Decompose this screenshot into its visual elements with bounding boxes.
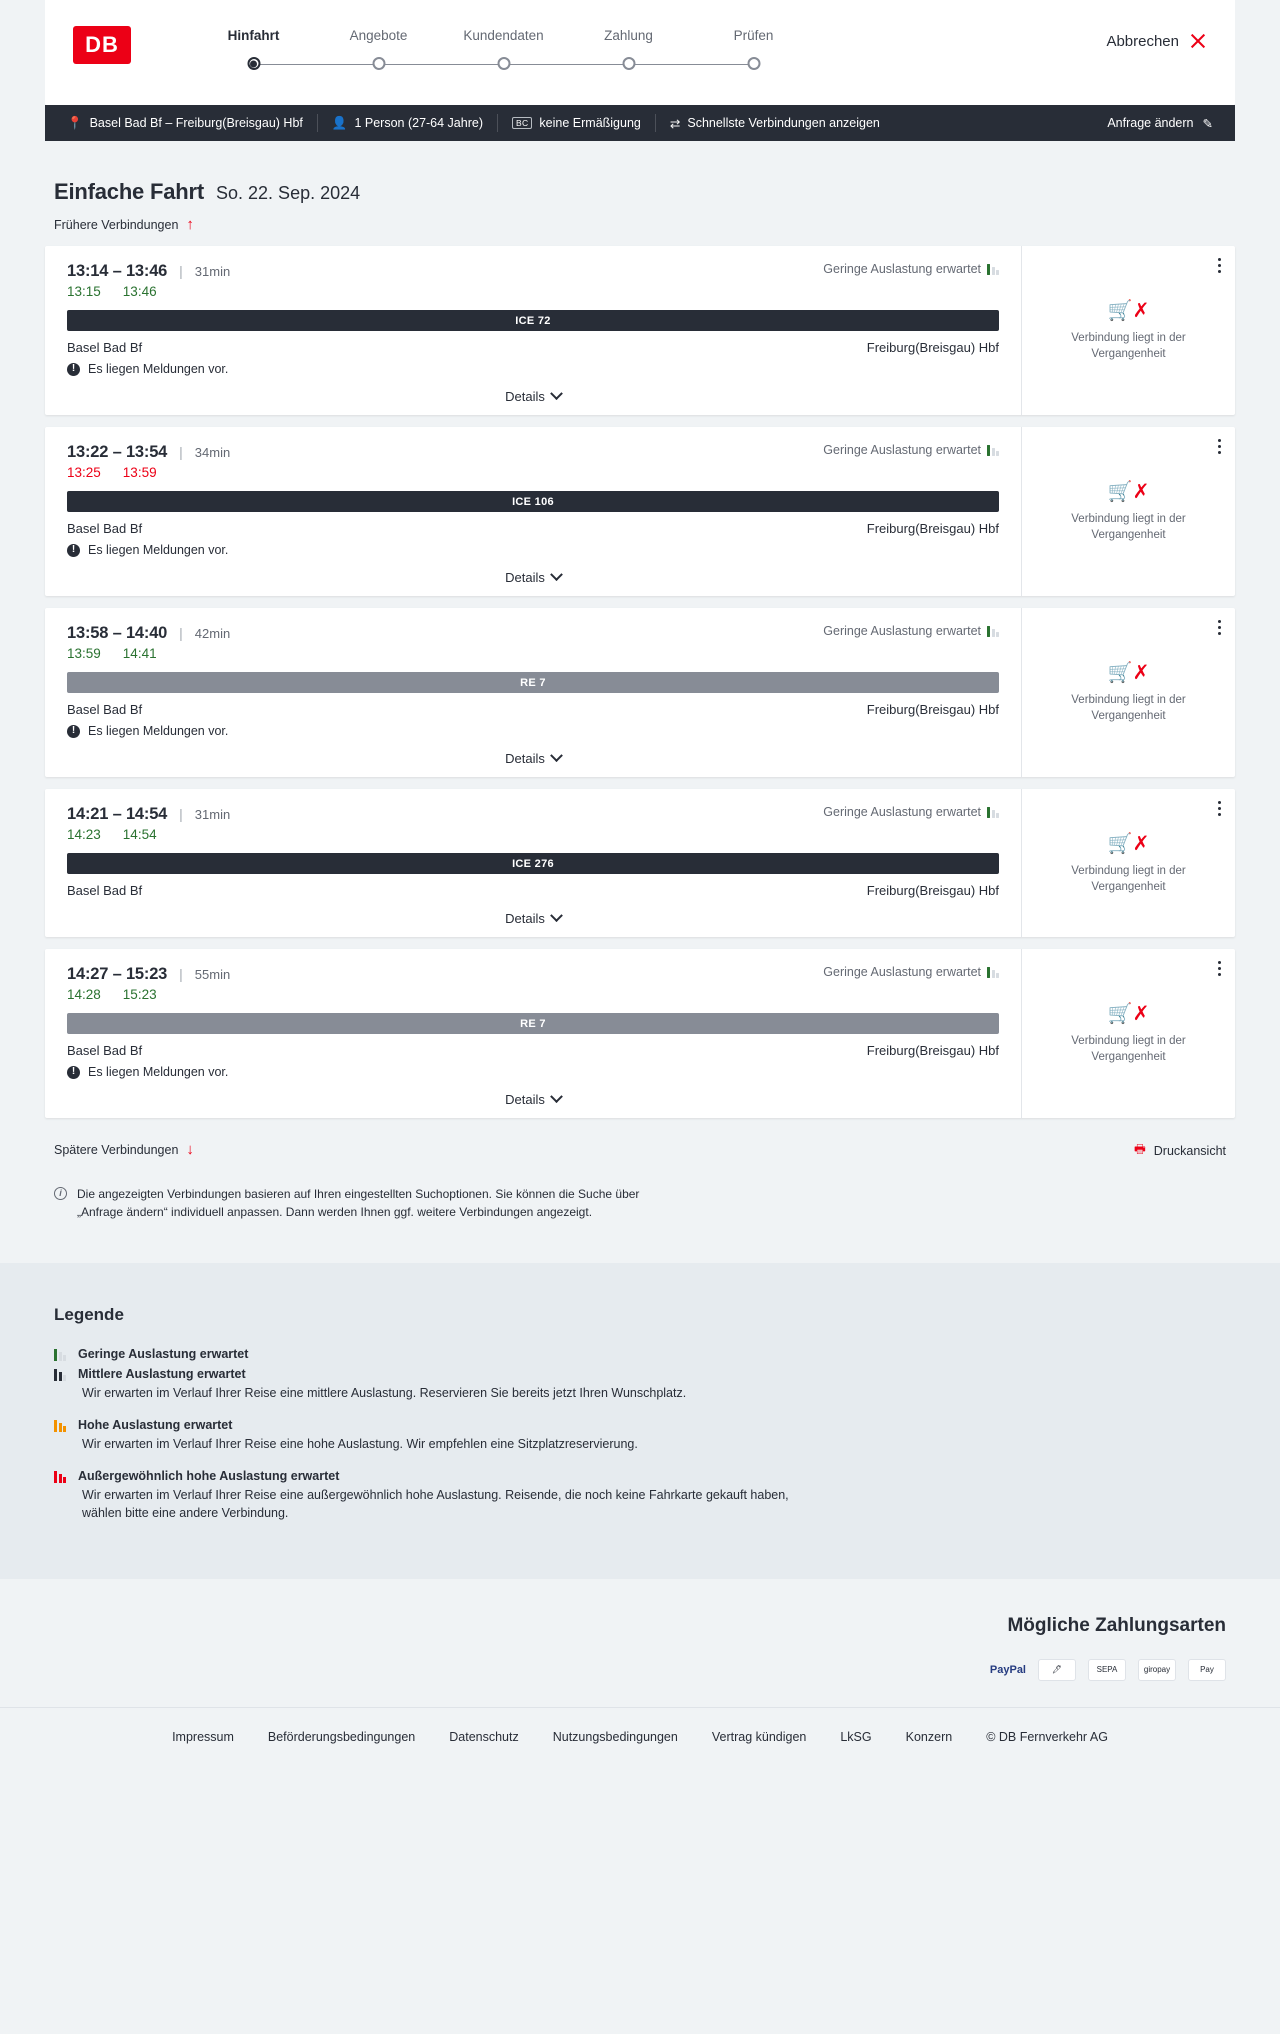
step-prüfen[interactable] xyxy=(691,28,816,79)
legend-section xyxy=(0,1263,1280,1579)
connection-card[interactable] xyxy=(45,246,1235,415)
more-options-button[interactable] xyxy=(1218,258,1221,276)
legend-item xyxy=(54,1367,1235,1402)
divider xyxy=(497,114,498,132)
connection-messages-label: Es liegen Meldungen vor. xyxy=(88,1065,229,1079)
connection-time-range: 13:14 – 13:46 xyxy=(67,262,168,280)
more-options-button[interactable] xyxy=(1218,801,1221,819)
query-passengers[interactable] xyxy=(332,116,495,131)
connection-main xyxy=(45,789,1021,937)
connection-duration: 31min xyxy=(194,807,231,822)
departure-actual-time: 13:25 xyxy=(67,465,101,480)
page-title xyxy=(54,179,1235,205)
arrival-actual-time: 14:41 xyxy=(122,646,157,661)
occupancy-indicator xyxy=(823,262,999,276)
connection-side xyxy=(1021,789,1235,937)
arrival-actual-time: 14:54 xyxy=(122,827,157,842)
list-footer xyxy=(45,1130,1235,1171)
details-toggle[interactable] xyxy=(67,911,999,929)
connection-realtime-row xyxy=(67,987,999,1002)
connection-realtime-row xyxy=(67,827,999,842)
step-dot xyxy=(372,57,385,70)
warning-icon: ! xyxy=(67,1066,80,1079)
print-view-label: Druckansicht xyxy=(1153,1143,1226,1158)
arrival-station: Freiburg(Breisgau) Hbf xyxy=(866,1043,999,1058)
divider xyxy=(655,114,656,132)
occupancy-label: Geringe Auslastung erwartet xyxy=(823,262,981,276)
step-label: Hinfahrt xyxy=(227,28,280,43)
printer-icon: 🖶 xyxy=(1133,1142,1146,1156)
change-request-label: Anfrage ändern xyxy=(1107,116,1194,130)
legend-item xyxy=(54,1418,1235,1453)
cart-disabled-icon: 🛒✗ xyxy=(1107,832,1150,855)
query-route-label: Basel Bad Bf – Freiburg(Breisgau) Hbf xyxy=(89,116,303,130)
legend-item xyxy=(54,1469,1235,1522)
step-dot xyxy=(497,57,510,70)
chevron-down-icon xyxy=(550,749,563,762)
cart-disabled-icon: 🛒✗ xyxy=(1107,662,1150,685)
step-dot xyxy=(747,57,760,70)
connection-card[interactable] xyxy=(45,608,1235,777)
connection-main xyxy=(45,608,1021,777)
query-discount[interactable] xyxy=(512,116,653,130)
footer-link[interactable]: LkSG xyxy=(840,1729,872,1744)
connection-main xyxy=(45,427,1021,596)
apple-pay-icon: Pay xyxy=(1188,1659,1226,1681)
departure-station: Basel Bad Bf xyxy=(67,340,143,355)
legend-title: Legende xyxy=(54,1305,124,1324)
step-label: Prüfen xyxy=(733,28,774,43)
connection-card[interactable] xyxy=(45,427,1235,596)
arrival-actual-time: 13:59 xyxy=(122,465,157,480)
footer-link[interactable]: Vertrag kündigen xyxy=(711,1729,807,1744)
connection-messages-label: Es liegen Meldungen vor. xyxy=(88,724,229,738)
legend-item-label: Außergewöhnlich hohe Auslastung erwartet xyxy=(78,1469,340,1484)
legend-item-desc: Wir erwarten im Verlauf Ihrer Reise eine mittlere Auslastung. Reservieren Sie bereits jetzt Ihren Wunschplatz. xyxy=(82,1386,687,1400)
occupancy-bars-icon xyxy=(987,263,999,275)
arrival-station: Freiburg(Breisgau) Hbf xyxy=(866,340,999,355)
query-sort-label: Schnellste Verbindungen anzeigen xyxy=(687,116,880,130)
giropay-icon: giropay xyxy=(1138,1659,1176,1681)
occupancy-indicator xyxy=(823,805,999,819)
departure-actual-time: 13:59 xyxy=(67,646,101,661)
connection-realtime-row xyxy=(67,465,999,480)
step-indicator xyxy=(316,53,441,79)
query-sort[interactable] xyxy=(670,116,892,131)
legend-item-title xyxy=(54,1418,1235,1432)
print-view-button[interactable] xyxy=(1134,1140,1226,1161)
step-dot xyxy=(247,57,260,70)
divider xyxy=(317,114,318,132)
step-line xyxy=(629,64,754,65)
departure-station: Basel Bad Bf xyxy=(67,883,143,898)
step-line xyxy=(379,64,504,65)
occupancy-label: Geringe Auslastung erwartet xyxy=(823,443,981,457)
footer-link[interactable]: Beförderungsbedingungen xyxy=(267,1729,416,1744)
divider: | xyxy=(179,444,183,460)
occupancy-bars-icon xyxy=(54,1368,68,1381)
later-connections-button[interactable] xyxy=(54,1142,194,1157)
connection-realtime-row xyxy=(67,646,999,661)
legend-item-title xyxy=(54,1367,1235,1381)
train-badge: ICE 72 xyxy=(67,310,999,331)
arrow-up-icon: ↑ xyxy=(186,216,194,233)
occupancy-bars-icon xyxy=(987,625,999,637)
page-title-text: Einfache Fahrt xyxy=(54,179,205,204)
page-title-date: So. 22. Sep. 2024 xyxy=(216,183,361,203)
connection-duration: 34min xyxy=(194,445,231,460)
arrow-down-icon: ↓ xyxy=(186,1141,194,1158)
close-icon xyxy=(1189,32,1207,50)
booking-stepper xyxy=(191,28,816,79)
footer-link[interactable]: Konzern xyxy=(905,1729,953,1744)
departure-actual-time: 14:23 xyxy=(67,827,101,842)
footer-copyright: © DB Fernverkehr AG xyxy=(986,1729,1108,1744)
connection-side xyxy=(1021,608,1235,777)
connection-time-range: 13:22 – 13:54 xyxy=(67,443,168,461)
connection-messages-label: Es liegen Meldungen vor. xyxy=(88,362,229,376)
arrival-actual-time: 15:23 xyxy=(122,987,157,1002)
warning-icon: ! xyxy=(67,725,80,738)
chevron-down-icon xyxy=(550,387,563,400)
departure-actual-time: 13:15 xyxy=(67,284,101,299)
query-discount-label: keine Ermäßigung xyxy=(539,116,641,130)
occupancy-bars-icon xyxy=(987,966,999,978)
arrival-station: Freiburg(Breisgau) Hbf xyxy=(866,702,999,717)
info-icon: i xyxy=(54,1187,67,1200)
connection-duration: 42min xyxy=(194,626,231,641)
divider: | xyxy=(179,263,183,279)
connection-main xyxy=(45,949,1021,1118)
arrival-station: Freiburg(Breisgau) Hbf xyxy=(866,521,999,536)
connection-realtime-row xyxy=(67,284,999,299)
occupancy-bars-icon xyxy=(54,1419,68,1432)
step-line xyxy=(504,64,629,65)
footer xyxy=(0,1707,1280,1770)
step-dot xyxy=(622,57,635,70)
warning-icon: ! xyxy=(67,544,80,557)
occupancy-label: Geringe Auslastung erwartet xyxy=(823,965,981,979)
connection-stations xyxy=(67,883,999,898)
connection-duration: 31min xyxy=(194,264,231,279)
cart-disabled-icon: 🛒✗ xyxy=(1107,300,1150,323)
chevron-down-icon xyxy=(550,568,563,581)
connection-card[interactable] xyxy=(45,789,1235,937)
connection-messages[interactable] xyxy=(67,724,999,738)
details-label: Details xyxy=(505,751,545,766)
details-toggle[interactable] xyxy=(67,1092,999,1110)
arrival-actual-time: 13:46 xyxy=(122,284,157,299)
past-connection-note: Verbindung liegt in der Vergangenheit xyxy=(1071,864,1186,893)
connection-list xyxy=(45,246,1235,1118)
connection-time-range: 14:21 – 14:54 xyxy=(67,805,168,823)
details-label: Details xyxy=(505,1092,545,1107)
cancel-button[interactable] xyxy=(1106,32,1207,50)
footer-link[interactable]: Datenschutz xyxy=(449,1729,519,1744)
departure-station: Basel Bad Bf xyxy=(67,1043,143,1058)
arrival-station: Freiburg(Breisgau) Hbf xyxy=(866,883,999,898)
step-indicator xyxy=(691,53,816,79)
legend-item xyxy=(54,1347,1235,1361)
train-badge: RE 7 xyxy=(67,672,999,693)
connection-card[interactable] xyxy=(45,949,1235,1118)
details-label: Details xyxy=(505,911,545,926)
step-indicator xyxy=(441,53,566,79)
details-toggle[interactable] xyxy=(67,751,999,769)
more-options-button[interactable] xyxy=(1218,961,1221,979)
details-toggle[interactable] xyxy=(67,570,999,588)
step-hinfahrt[interactable] xyxy=(191,28,316,79)
paypal-icon: PayPal xyxy=(989,1663,1026,1676)
footer-link[interactable]: Nutzungsbedingungen xyxy=(552,1729,678,1744)
step-label: Zahlung xyxy=(604,28,653,43)
legend-list xyxy=(45,1347,1235,1523)
details-toggle[interactable] xyxy=(67,389,999,407)
later-connections-label: Spätere Verbindungen xyxy=(54,1142,179,1157)
past-connection-note: Verbindung liegt in der Vergangenheit xyxy=(1071,694,1186,722)
step-angebote[interactable] xyxy=(316,28,441,79)
sepa-icon: SEPA xyxy=(1088,1659,1126,1681)
connection-messages[interactable] xyxy=(67,1065,999,1079)
step-label: Kundendaten xyxy=(463,28,544,43)
legend-item-label: Geringe Auslastung erwartet xyxy=(78,1347,249,1361)
chevron-down-icon xyxy=(550,1090,563,1103)
train-badge: ICE 106 xyxy=(67,491,999,512)
connection-stations xyxy=(67,340,999,355)
departure-station: Basel Bad Bf xyxy=(67,521,143,536)
occupancy-indicator xyxy=(823,443,999,457)
connection-messages-label: Es liegen Meldungen vor. xyxy=(88,543,229,557)
departure-station: Basel Bad Bf xyxy=(67,702,143,717)
cart-disabled-icon: 🛒✗ xyxy=(1107,1003,1150,1026)
connection-time-range: 14:27 – 15:23 xyxy=(67,965,168,983)
step-indicator xyxy=(566,53,691,79)
step-line xyxy=(254,64,379,65)
sort-icon: ⇄ xyxy=(669,116,681,131)
warning-icon: ! xyxy=(67,363,80,376)
connection-duration: 55min xyxy=(194,967,231,982)
step-indicator xyxy=(191,53,316,79)
header xyxy=(45,0,1235,105)
step-zahlung[interactable] xyxy=(566,28,691,79)
cart-disabled-icon: 🛒✗ xyxy=(1107,481,1150,504)
connection-stations xyxy=(67,1043,999,1058)
occupancy-bars-icon xyxy=(54,1348,68,1361)
details-label: Details xyxy=(505,570,545,585)
past-connection-note: Verbindung liegt in der Vergangenheit xyxy=(1071,332,1186,360)
location-pin-icon: 📍 xyxy=(67,115,83,130)
occupancy-bars-icon xyxy=(987,444,999,456)
earlier-connections-button[interactable] xyxy=(54,217,1235,232)
divider: | xyxy=(179,806,183,822)
search-hint-text: Die angezeigten Verbindungen basieren auf Ihren eingestellten Suchoptionen. Sie können die Suche über „Anfrage ändern“ individuell anpassen. Dann werden Ihnen ggf. weitere Verbindungen angezeigt. xyxy=(77,1187,640,1219)
legend-item-desc: Wir erwarten im Verlauf Ihrer Reise eine hohe Auslastung. Wir empfehlen eine Sitzplatzreservierung. xyxy=(82,1437,638,1452)
connection-stations xyxy=(67,702,999,717)
main-content xyxy=(0,179,1280,1221)
connection-side xyxy=(1021,949,1235,1118)
occupancy-label: Geringe Auslastung erwartet xyxy=(823,805,981,819)
train-badge: RE 7 xyxy=(67,1013,999,1034)
query-summary-bar xyxy=(45,105,1235,141)
more-options-button[interactable] xyxy=(1218,620,1221,638)
departure-actual-time: 14:28 xyxy=(67,987,101,1002)
person-icon: 👤 xyxy=(331,115,348,130)
connection-main xyxy=(45,246,1021,415)
divider: | xyxy=(179,625,183,641)
chevron-down-icon xyxy=(550,909,563,922)
step-label: Angebote xyxy=(349,28,408,43)
payment-section xyxy=(0,1579,1280,1707)
legend-item-label: Hohe Auslastung erwartet xyxy=(78,1418,233,1433)
past-connection-note: Verbindung liegt in der Vergangenheit xyxy=(1071,1035,1186,1063)
train-badge: ICE 276 xyxy=(67,853,999,874)
occupancy-indicator xyxy=(823,624,999,638)
connection-messages[interactable] xyxy=(67,362,999,376)
step-kundendaten[interactable] xyxy=(441,28,566,79)
occupancy-indicator xyxy=(823,965,999,979)
db-logo: DB xyxy=(73,26,131,64)
connection-side xyxy=(1021,246,1235,415)
legend-item-label: Mittlere Auslastung erwartet xyxy=(78,1367,246,1381)
payment-methods xyxy=(45,1659,1226,1681)
occupancy-bars-icon xyxy=(987,806,999,818)
legend-item-desc: Wir erwarten im Verlauf Ihrer Reise eine außergewöhnlich hohe Auslastung. Reisende, die noch keine Fahrkarte gekauft haben, wählen bitte eine andere Verbindung. xyxy=(82,1488,789,1521)
more-options-button[interactable] xyxy=(1218,439,1221,457)
occupancy-label: Geringe Auslastung erwartet xyxy=(823,624,981,638)
search-hint xyxy=(54,1185,654,1221)
connection-stations xyxy=(67,521,999,536)
connection-messages[interactable] xyxy=(67,543,999,557)
change-request-button[interactable] xyxy=(1107,116,1213,131)
legend-item-title xyxy=(54,1347,1235,1361)
connection-time-range: 13:58 – 14:40 xyxy=(67,624,168,642)
past-connection-note: Verbindung liegt in der Vergangenheit xyxy=(1071,513,1186,541)
connection-side xyxy=(1021,427,1235,596)
query-route[interactable] xyxy=(67,116,315,131)
query-passengers-label: 1 Person (27-64 Jahre) xyxy=(354,116,483,130)
pencil-icon: ✎ xyxy=(1202,116,1213,131)
legend-item-title xyxy=(54,1469,1235,1483)
details-label: Details xyxy=(505,389,545,404)
footer-link[interactable]: Impressum xyxy=(172,1729,234,1744)
cancel-label: Abbrechen xyxy=(1106,32,1179,50)
lastschrift-icon: 🖊 xyxy=(1038,1659,1076,1681)
earlier-connections-label: Frühere Verbindungen xyxy=(54,217,179,232)
bahncard-icon: BC xyxy=(512,117,532,130)
payment-title: Mögliche Zahlungsarten xyxy=(1007,1614,1226,1636)
occupancy-bars-icon xyxy=(54,1470,68,1483)
divider: | xyxy=(179,966,183,982)
